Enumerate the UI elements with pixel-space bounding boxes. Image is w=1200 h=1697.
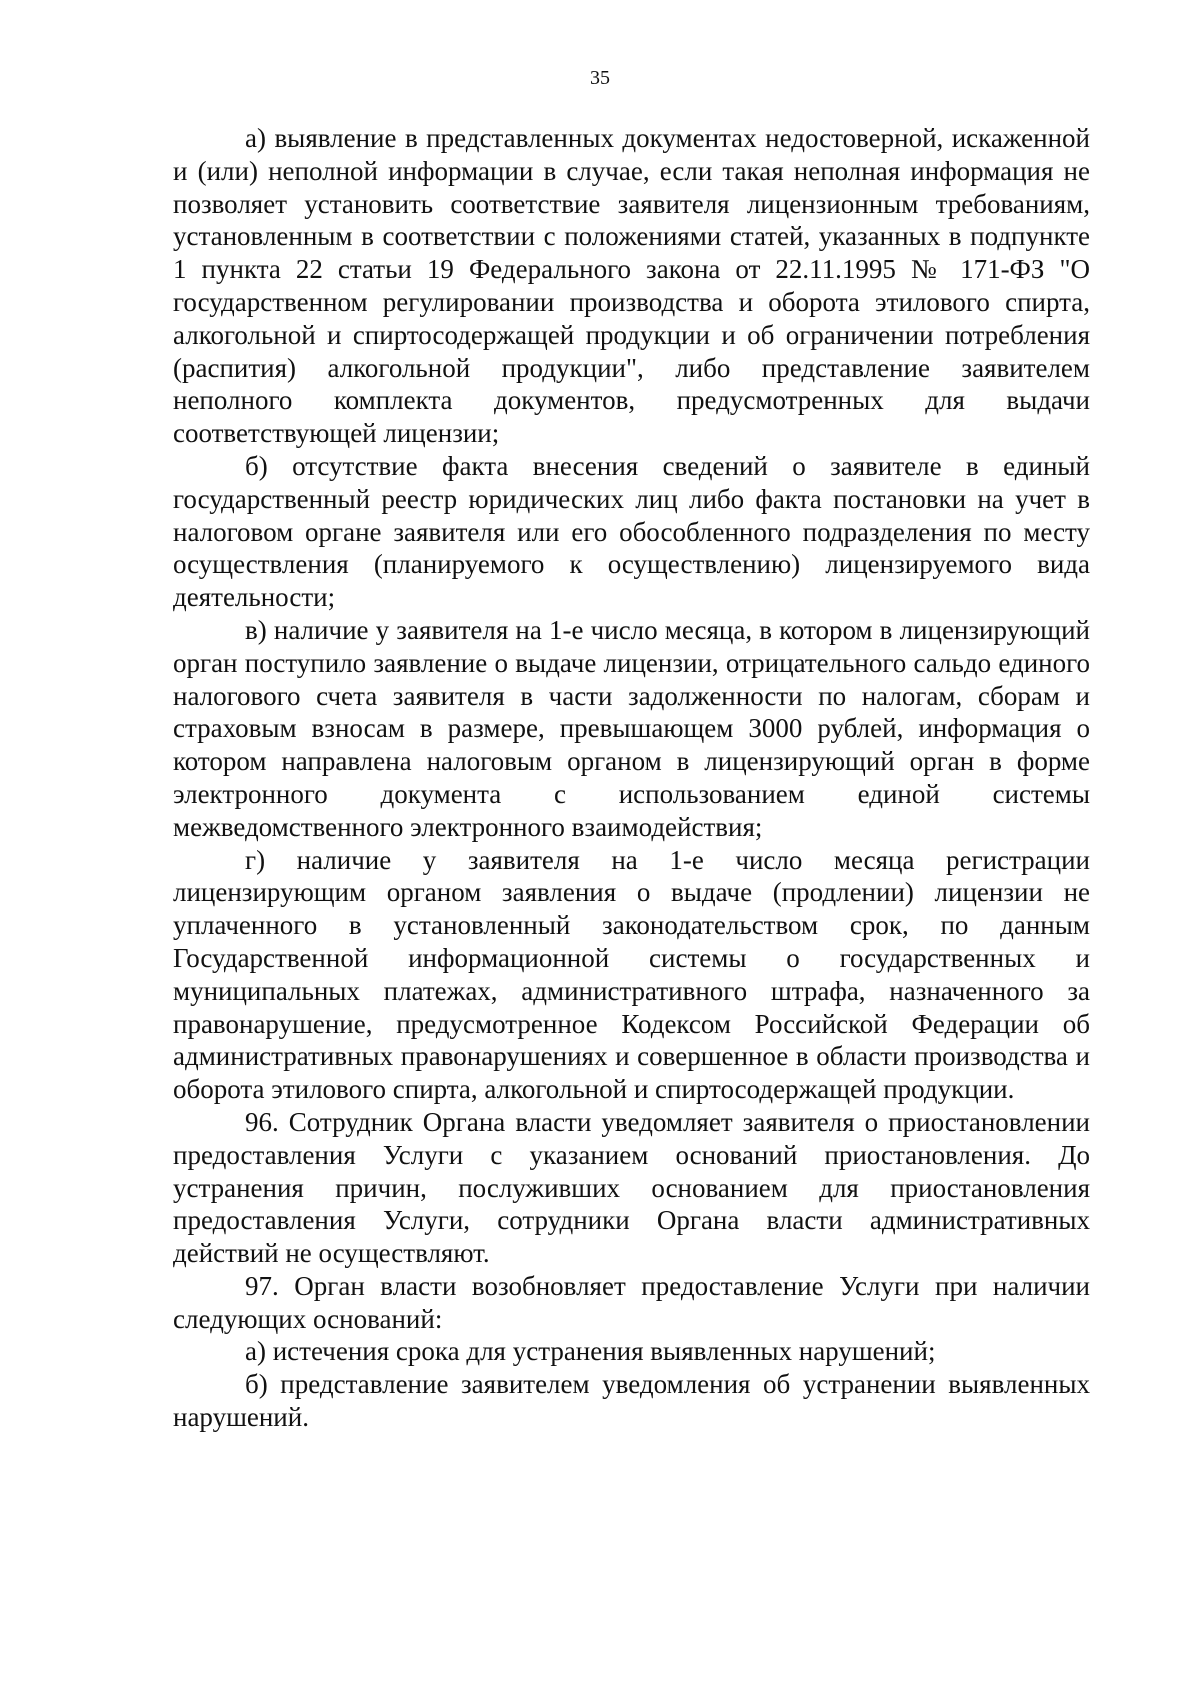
paragraph-b-registry: б) отсутствие факта внесения сведений о заявителе в единый государственный реестр юридических лиц либо факта постановки на учет в налоговом органе заявителя или его обособленного подразделения по месту осуществления (планируемого к осуществлению) лицензируемого вида деятельности;: [173, 450, 1090, 613]
paragraph-97-a: а) истечения срока для устранения выявленных нарушений;: [245, 1336, 936, 1367]
paragraph-g-unpaid-fine: г) наличие у заявителя на 1-е число месяца регистрации лицензирующим органом заявления о выдаче (продлении) лицензии не уплаченного в установленный законодательством срок, по данным Государственной информационной системы о государственных и муниципальных платежах, административного штрафа, назначенного за правонарушение, предусмотренное Кодексом Российской Федерации об административных правонарушениях и совершенное в области производства и оборота этилового спирта, алкогольной и спиртосодержащей продукции.: [173, 844, 1090, 1105]
paragraph-96-notification: 96. Сотрудник Органа власти уведомляет заявителя о приостановлении предоставления Услуги с указанием оснований приостановления. До устранения причин, послуживших основанием для приостановления предоставления Услуги, сотрудники Органа власти административных действий не осуществляют.: [173, 1106, 1090, 1269]
paragraph-a-incomplete-info: а) выявление в представленных документах недостоверной, искаженной и (или) неполной информации в случае, если такая неполная информация не позволяет установить соответствие заявителя лицензионным требованиям, установленным в соответствии с положениями статей, указанных в подпункте 1 пункта 22 статьи 19 Федерального закона от 22.11.1995 № 171-ФЗ "О государственном регулировании производства и оборота этилового спирта, алкогольной и спиртосодержащей продукции и об ограничении потребления (распития) алкогольной продукции", либо представление заявителем неполного комплекта документов, предусмотренных для выдачи соответствующей лицензии;: [173, 123, 1090, 449]
paragraph-97-b: б) представление заявителем уведомления об устранении выявленных нарушений.: [173, 1369, 1090, 1433]
paragraph-v-tax-balance: в) наличие у заявителя на 1-е число месяца, в котором в лицензирующий орган поступило заявление о выдаче лицензии, отрицательного сальдо единого налогового счета заявителя в части задолженности по налогам, сборам и страховым взносам в размере, превышающем 3000 рублей, информация о котором направлена налоговым органом в лицензирующий орган в форме электронного документа с использованием единой системы межведомственного электронного взаимодействия;: [173, 614, 1090, 842]
page-number: 35: [590, 67, 610, 89]
paragraph-97-resumption: 97. Орган власти возобновляет предоставление Услуги при наличии следующих оснований:: [173, 1270, 1090, 1334]
document-body: [173, 122, 1090, 1434]
